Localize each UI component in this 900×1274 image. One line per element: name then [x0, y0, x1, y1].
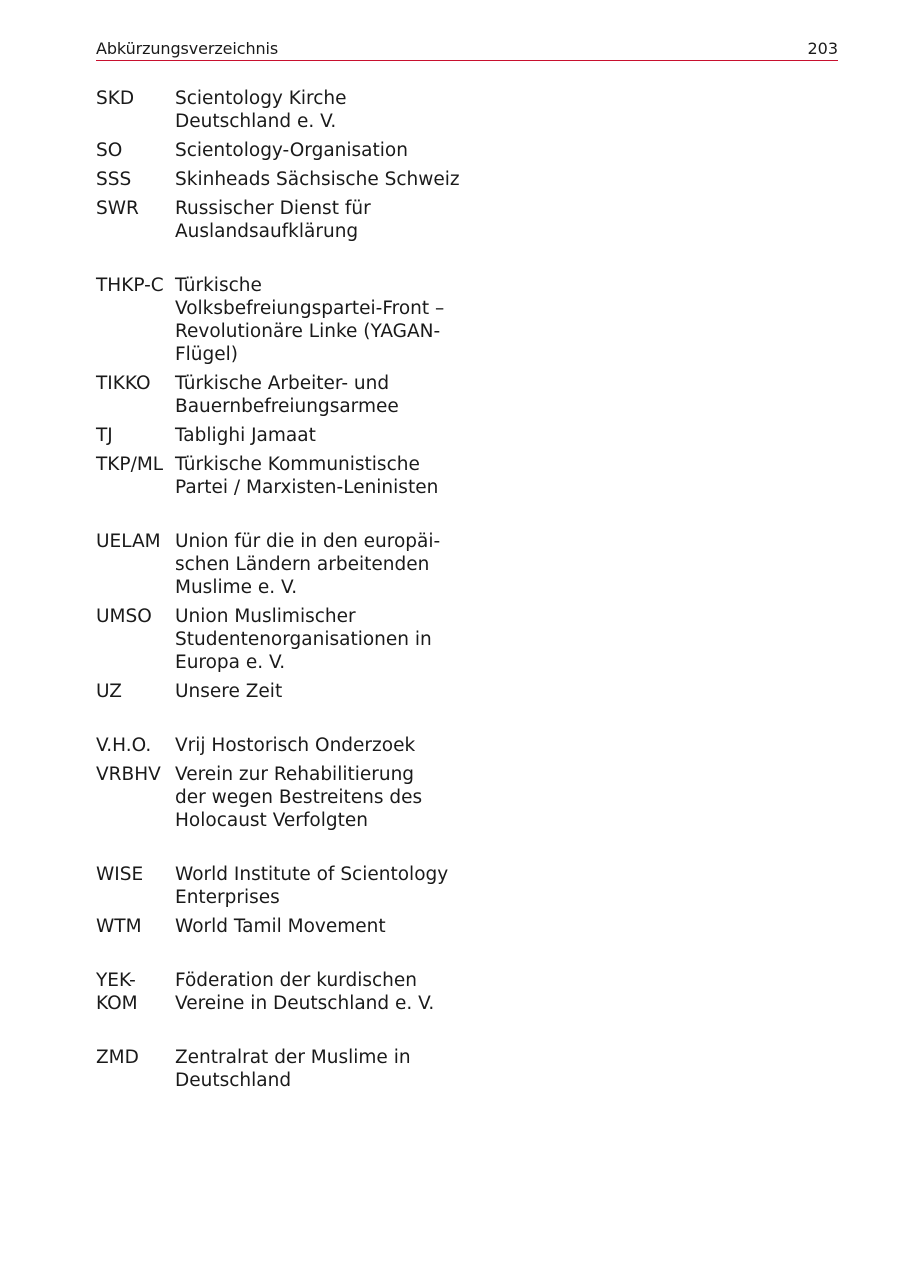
- abbreviation-line: SO: [96, 140, 123, 161]
- definition-line: der wegen Bestreitens des: [175, 787, 423, 808]
- page-number: 203: [807, 39, 838, 58]
- definition-line: Union für die in den europäi-: [175, 531, 441, 552]
- definition-line: Studentenorganisationen in: [175, 629, 432, 650]
- definition-line: Flügel): [175, 344, 238, 365]
- definition: [175, 197, 455, 243]
- abbreviation-line: UELAM: [96, 531, 161, 552]
- definition-line: Unsere Zeit: [175, 681, 283, 702]
- definition-line: Vereine in Deutschland e. V.: [175, 993, 435, 1014]
- definition: [175, 139, 455, 162]
- definition: [175, 1046, 455, 1092]
- definition: [175, 168, 460, 191]
- running-header: [96, 38, 838, 61]
- abbreviation-line: SWR: [96, 198, 139, 219]
- abbreviation-line: TIKKO: [96, 373, 151, 394]
- definition-line: Deutschland: [175, 1070, 292, 1091]
- definition: [175, 605, 455, 674]
- abbreviation-entry: [96, 274, 476, 366]
- abbreviation: [96, 139, 175, 162]
- definition-line: Enterprises: [175, 887, 280, 908]
- abbreviation-entry: [96, 139, 476, 162]
- abbreviation-line: V.H.O.: [96, 735, 152, 756]
- abbreviation-group: [96, 87, 476, 243]
- abbreviation-line: SSS: [96, 169, 132, 190]
- abbreviation-entry: [96, 763, 476, 832]
- definition: [175, 87, 455, 133]
- definition: [175, 453, 455, 499]
- abbreviation-line: VRBHV: [96, 764, 161, 785]
- definition: [175, 680, 455, 703]
- definition-line: Tablighi Jamaat: [175, 425, 316, 446]
- abbreviation: [96, 915, 175, 938]
- abbreviation-entry: [96, 168, 476, 191]
- abbreviation-entry: [96, 680, 476, 703]
- abbreviation-line: THKP-C: [96, 275, 164, 296]
- abbreviation-line: WISE: [96, 864, 144, 885]
- definition-line: Türkische Kommunistische: [175, 454, 420, 475]
- abbreviation-entry: [96, 424, 476, 447]
- definition: [175, 530, 455, 599]
- abbreviation-line: SKD: [96, 88, 135, 109]
- abbreviation: [96, 969, 175, 1015]
- abbreviation-entry: [96, 453, 476, 499]
- definition-line: Russischer Dienst für: [175, 198, 371, 219]
- abbreviation-group: [96, 863, 476, 938]
- abbreviation: [96, 1046, 175, 1092]
- abbreviation-group: [96, 274, 476, 499]
- definition: [175, 424, 455, 447]
- definition-line: Union Muslimischer: [175, 606, 356, 627]
- abbreviation-entry: [96, 87, 476, 133]
- definition-line: Zentralrat der Muslime in: [175, 1047, 411, 1068]
- definition-line: Muslime e. V.: [175, 577, 298, 598]
- abbreviation: [96, 763, 175, 832]
- definition-line: Türkische Arbeiter- und: [175, 373, 390, 394]
- definition-line: Partei / Marxisten-Leninisten: [175, 477, 439, 498]
- definition-line: World Institute of Scientology: [175, 864, 449, 885]
- abbreviation-list: [96, 87, 476, 1098]
- definition-line: Skinheads Sächsische Schweiz: [175, 169, 460, 190]
- abbreviation-group: [96, 969, 476, 1015]
- abbreviation: [96, 863, 175, 909]
- abbreviation-entry: [96, 1046, 476, 1092]
- abbreviation: [96, 453, 175, 499]
- abbreviation-entry: [96, 197, 476, 243]
- definition-line: Bauernbefreiungsarmee: [175, 396, 399, 417]
- definition-line: Föderation der kurdischen: [175, 970, 417, 991]
- definition-line: schen Ländern arbeitenden: [175, 554, 430, 575]
- abbreviation-line: ZMD: [96, 1047, 139, 1068]
- header-title: Abkürzungsverzeichnis: [96, 39, 279, 58]
- abbreviation-line: UZ: [96, 681, 122, 702]
- abbreviation: [96, 734, 175, 757]
- abbreviation: [96, 274, 175, 366]
- abbreviation: [96, 530, 175, 599]
- abbreviation-group: [96, 1046, 476, 1092]
- definition-line: Europa e. V.: [175, 652, 286, 673]
- abbreviation-entry: [96, 734, 476, 757]
- definition: [175, 969, 455, 1015]
- definition-line: Deutschland e. V.: [175, 111, 337, 132]
- abbreviation-entry: [96, 605, 476, 674]
- abbreviation-line: UMSO: [96, 606, 152, 627]
- definition: [175, 274, 455, 366]
- definition: [175, 734, 455, 757]
- definition: [175, 763, 455, 832]
- abbreviation: [96, 168, 175, 191]
- abbreviation-entry: [96, 915, 476, 938]
- abbreviation-entry: [96, 863, 476, 909]
- definition-line: Scientology Kirche: [175, 88, 347, 109]
- abbreviation: [96, 87, 175, 133]
- definition-line: World Tamil Movement: [175, 916, 386, 937]
- abbreviation: [96, 680, 175, 703]
- definition-line: Türkische: [175, 275, 262, 296]
- definition-line: Volksbefreiungspartei-Front –: [175, 298, 445, 319]
- definition-line: Auslandsaufklärung: [175, 221, 359, 242]
- definition-line: Verein zur Rehabilitierung: [175, 764, 415, 785]
- definition-line: Revolutionäre Linke (YAGAN-: [175, 321, 441, 342]
- definition: [175, 372, 455, 418]
- definition: [175, 915, 455, 938]
- abbreviation-line: TKP/ML: [96, 454, 164, 475]
- abbreviation-line: KOM: [96, 993, 138, 1014]
- abbreviation: [96, 197, 175, 243]
- abbreviation-line: WTM: [96, 916, 142, 937]
- abbreviation-group: [96, 530, 476, 703]
- abbreviation: [96, 424, 175, 447]
- definition-line: Vrij Hostorisch Onderzoek: [175, 735, 416, 756]
- abbreviation-line: YEK-: [96, 970, 136, 991]
- abbreviation-entry: [96, 969, 476, 1015]
- abbreviation-entry: [96, 530, 476, 599]
- abbreviation: [96, 372, 175, 418]
- definition-line: Scientology-Organisation: [175, 140, 408, 161]
- definition: [175, 863, 455, 909]
- abbreviation-group: [96, 734, 476, 832]
- abbreviation: [96, 605, 175, 674]
- definition-line: Holocaust Verfolgten: [175, 810, 368, 831]
- abbreviation-line: TJ: [96, 425, 113, 446]
- abbreviation-entry: [96, 372, 476, 418]
